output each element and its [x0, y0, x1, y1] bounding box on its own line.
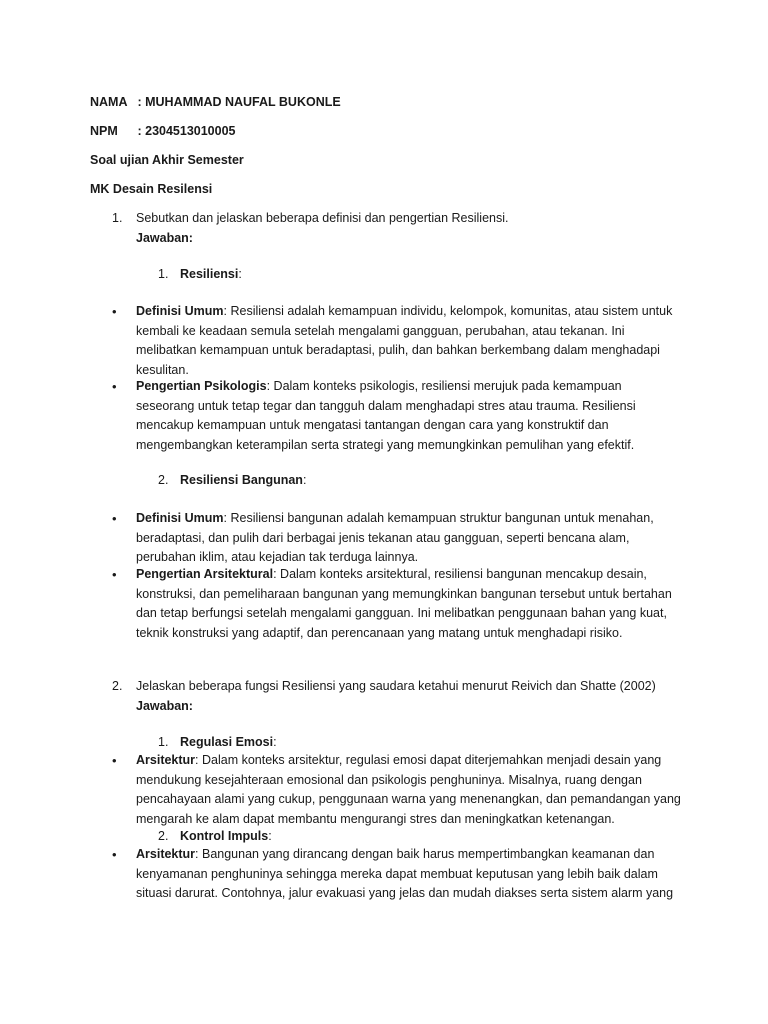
name-label: NAMA — [90, 95, 128, 109]
bullet-icon: • — [112, 567, 117, 582]
bullet-icon: • — [112, 304, 117, 319]
bullet-term: Pengertian Arsitektural — [136, 567, 274, 581]
subheading-number: 1. — [158, 735, 169, 749]
subheading-suffix: : — [302, 473, 307, 487]
bullet-term: Arsitektur — [136, 753, 196, 767]
subheading-title: Resiliensi Bangunan — [180, 473, 303, 487]
subheading-suffix: : — [273, 735, 277, 749]
subheading-number: 1. — [158, 267, 169, 281]
bullet-icon: • — [112, 847, 117, 862]
bullet-icon: • — [112, 511, 117, 526]
bullet-text: : Dalam konteks arsitektur, regulasi emosi dapat diterjemahkan menjadi desain yang mendukung kesejahteraan emosional dan psikologis penghuninya. Misalnya, ruang dengan pencahayaan alami yang cukup, penggunaan warna yang menenangkan, dan pemandangan yang mengarah ke alam dapat membantu mengurangi stres dan meningkatkan ketenangan. — [136, 753, 681, 826]
bullet-item — [112, 845, 682, 904]
bullet-icon: • — [112, 753, 117, 768]
subheading-suffix: : — [238, 267, 242, 281]
exam-title: Soal ujian Akhir Semester — [90, 153, 244, 167]
answer-label: Jawaban: — [136, 230, 193, 245]
npm-line — [90, 122, 236, 142]
name-line — [90, 93, 341, 113]
answer-label: Jawaban: — [136, 698, 193, 713]
subheading-resiliensi-bangunan — [158, 471, 306, 491]
question-number: 2. — [112, 679, 123, 693]
subheading-suffix: : — [268, 829, 272, 843]
subheading-kontrol-impuls — [158, 827, 272, 847]
bullet-item — [112, 509, 682, 568]
subheading-resiliensi — [158, 265, 242, 285]
question-2 — [112, 677, 692, 716]
bullet-text: : Resiliensi adalah kemampuan individu, kelompok, komunitas, atau sistem untuk kembali ke keadaan semula setelah mengalami gangguan, perubahan, atau tekanan. Ini melibatkan kemampuan untuk beradaptasi, pulih, dan bahkan berkembang dalam menghadapi kesulitan. — [136, 304, 673, 377]
subheading-number: 2. — [158, 473, 169, 487]
bullet-term: Definisi Umum — [136, 511, 224, 525]
subheading-title: Regulasi Emosi — [180, 735, 274, 749]
bullet-term: Definisi Umum — [136, 304, 224, 318]
question-1 — [112, 209, 692, 248]
question-text: Sebutkan dan jelaskan beberapa definisi dan pengertian Resiliensi. — [136, 211, 509, 225]
bullet-text: : Dalam konteks psikologis, resiliensi merujuk pada kemampuan seseorang untuk tetap tegar dan tangguh dalam menghadapi stres atau trauma. Resiliensi mencakup kemampuan untuk mengatasi tantangan dengan cara yang konstruktif dan mengembangkan keterampilan serta strategi yang memungkinkan pemulihan yang efektif. — [136, 379, 636, 452]
bullet-item — [112, 302, 682, 380]
bullet-item — [112, 377, 682, 455]
bullet-icon: • — [112, 379, 117, 394]
bullet-item — [112, 751, 682, 829]
bullet-text: : Resiliensi bangunan adalah kemampuan struktur bangunan untuk menahan, beradaptasi, dan pulih dari berbagai jenis tekanan atau gangguan, seperti bencana alam, perubahan iklim, atau kejadian tak terduga lainnya. — [136, 511, 654, 564]
bullet-term: Arsitektur — [136, 847, 196, 861]
bullet-term: Pengertian Psikologis — [136, 379, 267, 393]
bullet-item — [112, 565, 682, 643]
bullet-text: : Bangunan yang dirancang dengan baik harus mempertimbangkan keamanan dan kenyamanan penghuninya sehingga mereka dapat membuat keputusan yang lebih baik dalam situasi darurat. Contohnya, jalur evakuasi yang jelas dan mudah diakses serta sistem alarm yang — [136, 847, 674, 900]
npm-value: : 2304513010005 — [137, 124, 236, 138]
npm-label: NPM — [90, 124, 118, 138]
question-number: 1. — [112, 211, 123, 225]
subheading-title: Resiliensi — [180, 267, 239, 281]
name-value: : MUHAMMAD NAUFAL BUKONLE — [137, 95, 341, 109]
bullet-text: : Dalam konteks arsitektural, resiliensi bangunan mencakup desain, konstruksi, dan pemeliharaan bangunan yang memungkinkan bangunan tersebut untuk bertahan dan tetap berfungsi setelah mengalami gangguan. Ini melibatkan penggunaan bahan yang kuat, teknik konstruksi yang adaptif, dan perencanaan yang matang untuk menghadapi risiko. — [136, 567, 672, 640]
question-text: Jelaskan beberapa fungsi Resiliensi yang saudara ketahui menurut Reivich dan Shatte (2002) — [136, 679, 656, 693]
subheading-title: Kontrol Impuls — [180, 829, 269, 843]
subheading-number: 2. — [158, 829, 169, 843]
course-title: MK Desain Resilensi — [90, 182, 213, 196]
subheading-regulasi-emosi — [158, 733, 277, 753]
